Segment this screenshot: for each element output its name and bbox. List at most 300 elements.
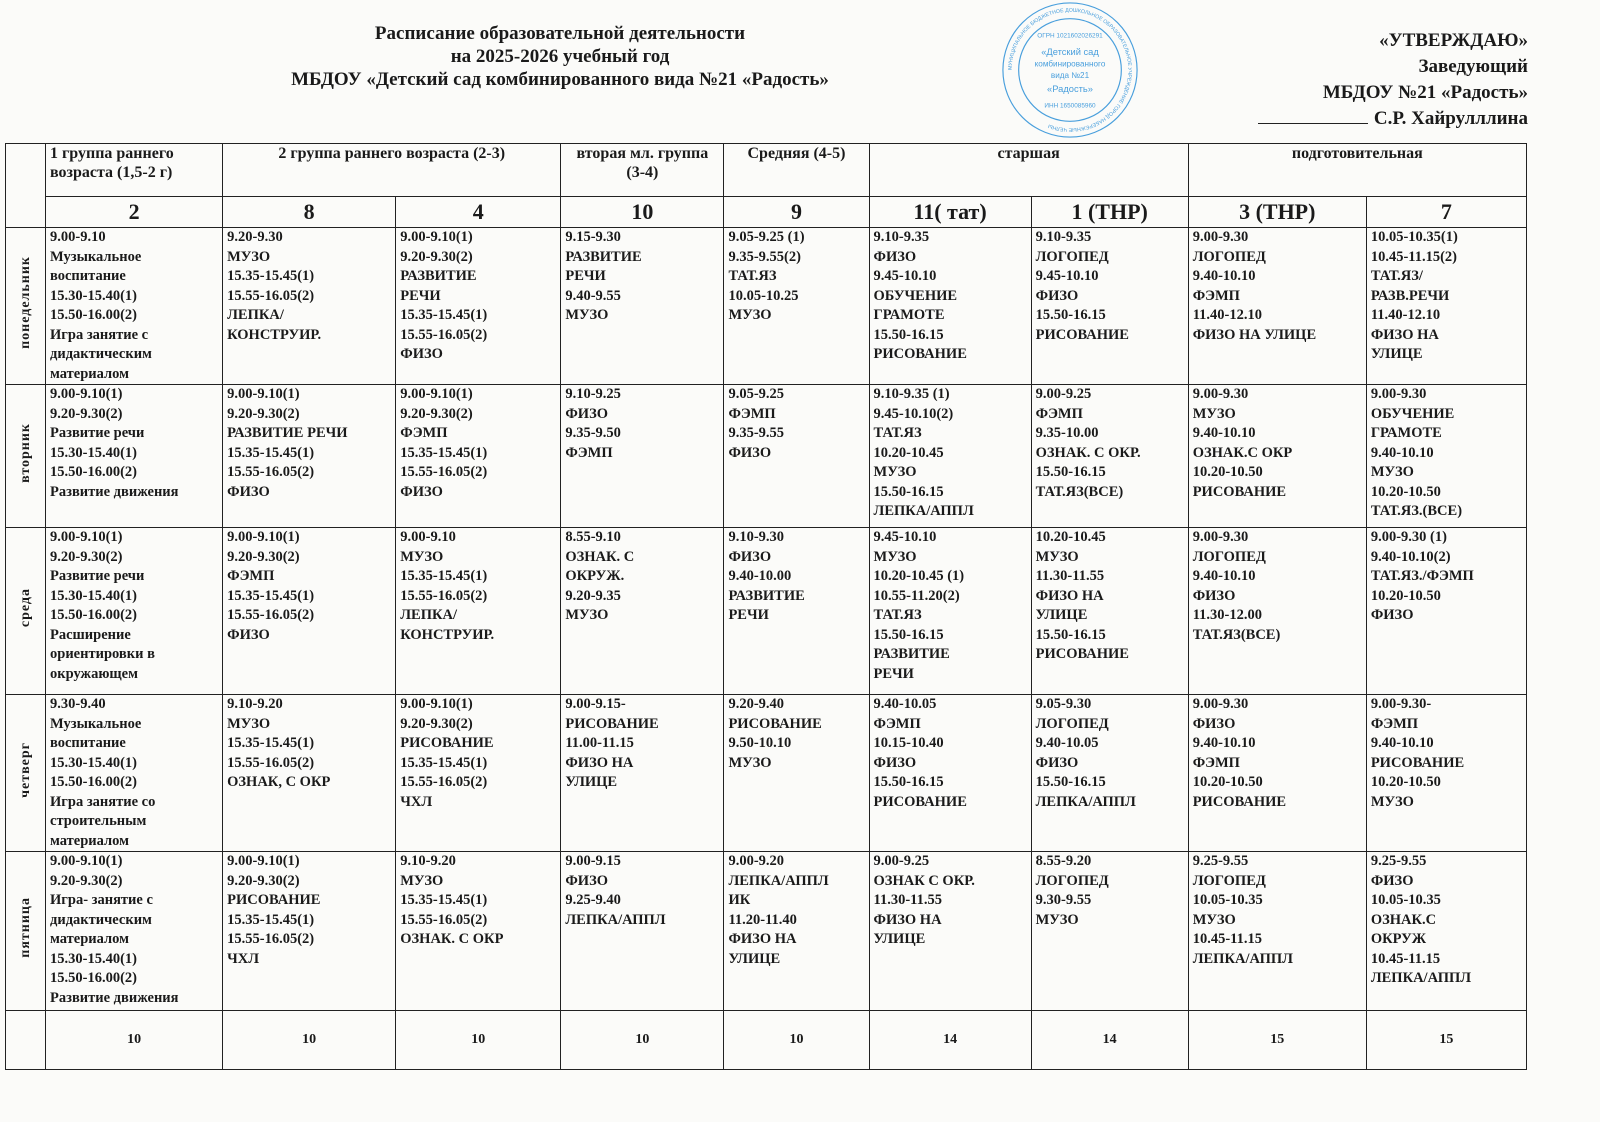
cell-line: 9.00-9.10(1) xyxy=(227,853,300,869)
group-header xyxy=(724,144,869,197)
cell-line: 10.20-10.45 xyxy=(1035,529,1106,545)
totals-row xyxy=(6,1011,1527,1070)
cell-line: ФИЗО НА УЛИЦЕ xyxy=(1192,326,1317,343)
title-line: на 2025-2026 учебный год xyxy=(450,46,670,67)
cell-line: 10.20-10.50 xyxy=(1192,464,1263,480)
cell-line: РАЗВИТИЕ xyxy=(565,248,642,265)
cell-line: МУЗО xyxy=(400,548,444,565)
cell-line: 15.55-16.05(2) xyxy=(227,287,315,304)
schedule-cell xyxy=(1366,385,1526,528)
day-row xyxy=(6,385,1527,528)
cell-line: 10.05-10.35(1) xyxy=(1370,229,1458,245)
cell-line: МУЗО xyxy=(227,715,271,732)
cell-line: 9.00-9.30 xyxy=(1192,386,1249,402)
cell-line: ОЗНАК, С ОКР xyxy=(227,774,331,790)
schedule-cell xyxy=(396,385,561,528)
group-number: 11( тат) xyxy=(869,197,1031,228)
total-cell: 10 xyxy=(561,1011,724,1070)
cell-line: ФИЗО xyxy=(400,346,443,362)
cell-line: Игра- занятие с xyxy=(50,892,153,908)
cell-line: МУЗО xyxy=(1035,548,1079,565)
schedule-cell xyxy=(724,528,869,695)
cell-line: РЕЧИ xyxy=(873,665,914,682)
cell-line: 15.50-16.00(2) xyxy=(50,464,138,480)
cell-line: 15.50-16.00(2) xyxy=(50,970,138,986)
cell-line: ФЭМП xyxy=(400,425,448,441)
group-number: 3 (ТНР) xyxy=(1188,197,1366,228)
cell-line: 8.55-9.10 xyxy=(565,529,621,545)
cell-line: ФИЗО xyxy=(1370,872,1414,889)
cell-line: 15.55-16.05(2) xyxy=(227,931,315,947)
cell-line: 9.20-9.30(2) xyxy=(227,872,300,889)
group-number: 8 xyxy=(223,197,396,228)
schedule-cell xyxy=(869,228,1031,385)
cell-line: ТАТ.ЯЗ(ВСЕ) xyxy=(1035,483,1124,500)
cell-line: ФИЗО xyxy=(1370,607,1414,623)
schedule-cell xyxy=(46,852,223,1011)
total-cell: 15 xyxy=(1188,1011,1366,1070)
cell-line: УЛИЦЕ xyxy=(1370,346,1423,362)
cell-line: 9.35-9.55(2) xyxy=(728,248,801,265)
approve-position: Заведующий xyxy=(1418,56,1528,77)
day-label-cell xyxy=(6,385,46,528)
cell-line: 15.30-15.40(1) xyxy=(50,287,138,304)
cell-line: РИСОВАНИЕ xyxy=(1192,793,1287,810)
cell-line: 15.50-16.00(2) xyxy=(50,607,138,623)
cell-line: 9.00-9.10(1) xyxy=(227,529,300,545)
cell-line: 9.20-9.30(2) xyxy=(50,405,123,422)
total-cell: 15 xyxy=(1366,1011,1526,1070)
group-number: 9 xyxy=(724,197,869,228)
cell-line: РИСОВАНИЕ xyxy=(1035,326,1129,343)
cell-line: МУЗО xyxy=(1035,911,1079,928)
group-number: 4 xyxy=(396,197,561,228)
cell-line: 9.20-9.30(2) xyxy=(400,248,473,265)
cell-line: 9.10-9.35 xyxy=(873,229,930,245)
cell-line: РЕЧИ xyxy=(400,287,441,304)
cell-line: 15.30-15.40(1) xyxy=(50,950,138,967)
cell-line: 10.45-11.15 xyxy=(1192,931,1262,947)
cell-line: 9.00-9.20 xyxy=(728,853,785,869)
day-label: среда xyxy=(17,588,33,628)
cell-line: 9.40-10.00 xyxy=(728,568,792,584)
cell-line: 9.20-9.40 xyxy=(728,696,785,712)
cell-line: ОЗНАК. С ОКР xyxy=(400,931,504,947)
cell-line: 9.40-10.10 xyxy=(1370,735,1434,751)
cell-line: Игра занятие с xyxy=(50,326,149,343)
cell-line: РИСОВАНИЕ xyxy=(400,735,494,751)
cell-line: 15.55-16.05(2) xyxy=(227,607,315,623)
cell-line: 10.55-11.20(2) xyxy=(873,587,960,604)
cell-line: материалом xyxy=(50,365,130,382)
document-title xyxy=(230,22,890,91)
cell-line: 9.00-9.30 xyxy=(1192,696,1249,712)
cell-line: 15.50-16.15 xyxy=(873,483,944,500)
cell-line: 10.20-10.45 (1) xyxy=(873,568,965,584)
cell-line: 11.30-11.55 xyxy=(873,892,942,908)
schedule-cell xyxy=(223,695,396,852)
cell-line: МУЗО xyxy=(873,548,917,565)
cell-line: 15.35-15.45(1) xyxy=(227,911,315,928)
cell-line: МУЗО xyxy=(1192,911,1236,928)
cell-line: 10.20-10.50 xyxy=(1192,774,1263,790)
approve-heading: «УТВЕРЖДАЮ» xyxy=(1379,30,1528,51)
cell-line: МУЗО xyxy=(565,607,609,623)
cell-line: ИК xyxy=(728,892,751,908)
cell-line: 15.35-15.45(1) xyxy=(400,892,488,908)
cell-line: дидактическим xyxy=(50,346,152,362)
cell-line: 9.20-9.30(2) xyxy=(400,715,473,732)
schedule-cell xyxy=(561,852,724,1011)
cell-line: 15.35-15.45(1) xyxy=(400,568,488,584)
cell-line: РИСОВАНИЕ xyxy=(873,346,967,362)
cell-line: 9.00-9.10(1) xyxy=(50,853,123,869)
cell-line: 9.20-9.30 xyxy=(227,229,283,245)
cell-line: 9.00-9.10(1) xyxy=(400,696,473,712)
cell-line: 9.00-9.10 xyxy=(400,529,456,545)
cell-line: 11.40-12.10 xyxy=(1192,307,1262,323)
cell-line: УЛИЦЕ xyxy=(728,950,781,967)
cell-line: 9.00-9.30 xyxy=(1370,386,1427,402)
cell-line: ФЭМП xyxy=(1370,715,1419,732)
approval-block xyxy=(1258,28,1528,132)
cell-line: ОЗНАК С ОКР. xyxy=(873,872,975,889)
cell-line: 9.20-9.30(2) xyxy=(227,548,300,565)
schedule-cell xyxy=(1366,695,1526,852)
cell-line: 15.50-16.00(2) xyxy=(50,774,138,790)
cell-line: 15.50-16.00(2) xyxy=(50,307,138,323)
cell-line: 15.55-16.05(2) xyxy=(400,911,488,928)
schedule-cell xyxy=(561,528,724,695)
schedule-cell xyxy=(1188,385,1366,528)
cell-line: ФИЗО xyxy=(227,626,270,643)
cell-line: УЛИЦЕ xyxy=(1035,607,1088,623)
group-label: подготовительная xyxy=(1291,145,1423,162)
cell-line: ТАТ.ЯЗ xyxy=(873,425,922,441)
cell-line: 10.05-10.25 xyxy=(728,287,799,304)
cell-line: Расширение xyxy=(50,626,131,643)
cell-line: МУЗО xyxy=(728,754,772,771)
cell-line: Музыкальное xyxy=(50,715,142,732)
cell-line: 9.40-10.05 xyxy=(1035,735,1099,751)
cell-line: 9.05-9.25 xyxy=(728,386,785,402)
cell-line: 15.50-16.15 xyxy=(873,626,944,643)
cell-line: ФИЗО xyxy=(1035,287,1079,304)
cell-line: 9.05-9.25 (1) xyxy=(728,229,805,245)
schedule-cell xyxy=(223,228,396,385)
cell-line: ориентировки в xyxy=(50,646,155,662)
cell-line: 15.55-16.05(2) xyxy=(400,326,488,343)
schedule-cell xyxy=(561,228,724,385)
cell-line: 10.20-10.50 xyxy=(1370,774,1441,790)
cell-line: ЧХЛ xyxy=(227,950,260,967)
group-label: старшая xyxy=(997,145,1060,162)
cell-line: РАЗВИТИЕ xyxy=(400,268,477,284)
schedule-cell xyxy=(1366,528,1526,695)
cell-line: ФИЗО НА xyxy=(1035,587,1104,604)
cell-line: 15.35-15.45(1) xyxy=(227,587,315,604)
cell-line: 9.40-10.10 xyxy=(1192,568,1256,584)
day-label-cell xyxy=(6,528,46,695)
cell-line: Музыкальное xyxy=(50,248,142,265)
cell-line: 15.55-16.05(2) xyxy=(400,587,488,604)
cell-line: 9.25-9.40 xyxy=(565,892,621,908)
group-label: 1 группа раннего возраста (1,5-2 г) xyxy=(50,145,174,181)
schedule-cell xyxy=(223,385,396,528)
cell-line: 9.00-9.30 (1) xyxy=(1370,529,1447,545)
cell-line: ЛОГОПЕД xyxy=(1192,872,1266,889)
cell-line: Развитие речи xyxy=(50,425,145,441)
cell-line: МУЗО xyxy=(1370,793,1414,810)
schedule-cell xyxy=(223,528,396,695)
cell-line: ЛЕПКА/АППЛ xyxy=(873,503,974,519)
schedule-cell xyxy=(396,228,561,385)
cell-line: материалом xyxy=(50,832,130,849)
schedule-table xyxy=(5,143,1527,1070)
cell-line: 15.55-16.05(2) xyxy=(227,754,315,771)
cell-line: 9.20-9.30(2) xyxy=(50,548,123,565)
schedule-cell xyxy=(1188,228,1366,385)
schedule-cell xyxy=(561,385,724,528)
cell-line: 15.50-16.15 xyxy=(1035,626,1106,643)
cell-line: 9.35-9.50 xyxy=(565,425,621,441)
schedule-cell xyxy=(1031,695,1188,852)
cell-line: МУЗО xyxy=(227,248,271,265)
cell-line: РИСОВАНИЕ xyxy=(1035,646,1129,662)
cell-line: ФЭМП xyxy=(1035,405,1083,422)
cell-line: 9.10-9.35 (1) xyxy=(873,386,950,402)
cell-line: ОБУЧЕНИЕ xyxy=(873,287,958,304)
cell-line: 9.20-9.30(2) xyxy=(227,405,300,422)
cell-line: 15.35-15.45(1) xyxy=(227,444,315,461)
cell-line: ФИЗО xyxy=(873,248,917,265)
day-row xyxy=(6,228,1527,385)
totals-label-cell xyxy=(6,1011,46,1070)
cell-line: 9.35-9.55 xyxy=(728,425,785,441)
total-cell: 10 xyxy=(396,1011,561,1070)
cell-line: ГРАМОТЕ xyxy=(1370,425,1442,441)
day-row xyxy=(6,852,1527,1011)
cell-line: ФЭМП xyxy=(728,405,776,422)
cell-line: 9.45-10.10 xyxy=(873,268,937,284)
cell-line: 15.35-15.45(1) xyxy=(400,444,488,461)
cell-line: 9.00-9.10(1) xyxy=(50,386,123,402)
cell-line: УЛИЦЕ xyxy=(565,774,618,790)
cell-line: 10.20-10.50 xyxy=(1370,483,1441,500)
cell-line: Развитие речи xyxy=(50,568,145,584)
cell-line: ФИЗО xyxy=(728,444,772,461)
group-label: 2 группа раннего возраста (2-3) xyxy=(278,145,506,162)
cell-line: ОКРУЖ xyxy=(1370,931,1427,947)
cell-line: РАЗВИТИЕ xyxy=(728,587,805,604)
total-cell: 14 xyxy=(1031,1011,1188,1070)
cell-line: МУЗО xyxy=(873,464,917,480)
day-label-cell xyxy=(6,695,46,852)
group-number: 7 xyxy=(1366,197,1526,228)
cell-line: ЛОГОПЕД xyxy=(1035,872,1109,889)
cell-line: ОБУЧЕНИЕ xyxy=(1370,405,1455,422)
cell-line: 15.35-15.45(1) xyxy=(400,754,488,771)
total-cell: 10 xyxy=(223,1011,396,1070)
cell-line: ФЭМП xyxy=(1192,287,1240,304)
cell-line: 9.00-9.10 xyxy=(50,229,106,245)
schedule-cell xyxy=(869,695,1031,852)
cell-line: 9.30-9.40 xyxy=(50,696,106,712)
cell-line: 11.30-11.55 xyxy=(1035,568,1105,584)
cell-line: ЛЕПКА/АППЛ xyxy=(728,872,829,889)
cell-line: МУЗО xyxy=(728,307,772,323)
title-line: МБДОУ «Детский сад комбинированного вида №21 «Радость» xyxy=(291,69,829,90)
cell-line: 9.00-9.25 xyxy=(1035,386,1092,402)
cell-line: 9.25-9.55 xyxy=(1192,853,1249,869)
group-label: Средняя (4-5) xyxy=(747,145,846,162)
schedule-cell xyxy=(1031,528,1188,695)
cell-line: ФЭМП xyxy=(1192,754,1240,771)
group-header xyxy=(561,144,724,197)
group-header xyxy=(869,144,1188,197)
cell-line: ТАТ.ЯЗ/ xyxy=(1370,268,1423,284)
cell-line: 10.20-10.50 xyxy=(1370,587,1441,604)
cell-line: 9.10-9.25 xyxy=(565,386,621,402)
cell-line: 9.45-10.10 xyxy=(873,529,937,545)
cell-line: 9.10-9.30 xyxy=(728,529,785,545)
cell-line: 9.20-9.30(2) xyxy=(400,405,473,422)
day-label: пятница xyxy=(17,897,33,959)
cell-line: 9.35-10.00 xyxy=(1035,425,1099,441)
cell-line: 15.50-16.15 xyxy=(1035,307,1106,323)
schedule-cell xyxy=(396,528,561,695)
group-header-row xyxy=(6,144,1527,197)
cell-line: 9.00-9.30 xyxy=(1192,529,1249,545)
cell-line: ОЗНАК.С ОКР xyxy=(1192,444,1293,461)
approver-name: С.Р. Хайрулллина xyxy=(1373,108,1528,129)
cell-line: ЛОГОПЕД xyxy=(1192,248,1266,265)
schedule-cell xyxy=(1188,695,1366,852)
day-row xyxy=(6,528,1527,695)
cell-line: 15.35-15.45(1) xyxy=(227,268,315,284)
cell-line: 9.15-9.30 xyxy=(565,229,621,245)
day-label: вторник xyxy=(17,422,33,483)
schedule-cell xyxy=(46,695,223,852)
cell-line: ЛЕПКА/АППЛ xyxy=(1035,793,1136,810)
cell-line: ФИЗО xyxy=(728,548,772,565)
cell-line: 11.30-12.00 xyxy=(1192,607,1262,623)
cell-line: РАЗВИТИЕ РЕЧИ xyxy=(227,425,348,441)
cell-line: 9.05-9.30 xyxy=(1035,696,1092,712)
schedule-cell xyxy=(724,852,869,1011)
cell-line: 8.55-9.20 xyxy=(1035,853,1092,869)
cell-line: РИСОВАНИЕ xyxy=(565,715,659,732)
total-cell: 14 xyxy=(869,1011,1031,1070)
cell-line: ФЭМП xyxy=(873,715,921,732)
schedule-cell xyxy=(46,528,223,695)
cell-line: ЛОГОПЕД xyxy=(1192,548,1266,565)
cell-line: ЛЕПКА/ xyxy=(227,307,284,323)
group-header xyxy=(1188,144,1526,197)
cell-line: ФЭМП xyxy=(227,568,275,584)
cell-line: ЛОГОПЕД xyxy=(1035,715,1109,732)
cell-line: 9.00-9.10(1) xyxy=(50,529,123,545)
group-label: вторая мл. группа (3-4) xyxy=(576,145,709,181)
cell-line: ТАТ.ЯЗ(ВСЕ) xyxy=(1192,626,1281,643)
cell-line: ФИЗО xyxy=(1035,754,1079,771)
schedule-cell xyxy=(869,528,1031,695)
cell-line: РИСОВАНИЕ xyxy=(1370,754,1465,771)
schedule-cell xyxy=(869,852,1031,1011)
cell-line: 9.40-10.05 xyxy=(873,696,937,712)
cell-line: строительным xyxy=(50,813,147,829)
svg-text:«Детский сад: «Детский сад xyxy=(1041,46,1099,57)
svg-text:ИНН 1650085960: ИНН 1650085960 xyxy=(1044,102,1096,110)
cell-line: воспитание xyxy=(50,268,126,284)
group-number-row xyxy=(6,197,1527,228)
svg-text:вида №21: вида №21 xyxy=(1050,71,1090,81)
official-stamp-icon xyxy=(1000,0,1140,140)
cell-line: ЛЕПКА/ xyxy=(400,607,458,623)
cell-line: 9.40-10.10 xyxy=(1192,268,1256,284)
cell-line: 15.50-16.15 xyxy=(1035,774,1106,790)
cell-line: 9.40-10.10(2) xyxy=(1370,548,1451,565)
cell-line: ТАТ.ЯЗ.(ВСЕ) xyxy=(1370,503,1463,519)
cell-line: 10.45-11.15(2) xyxy=(1370,248,1457,265)
day-label: понедельник xyxy=(17,256,33,350)
cell-line: РИСОВАНИЕ xyxy=(227,892,321,908)
cell-line: 15.50-16.15 xyxy=(1035,464,1106,480)
cell-line: ТАТ.ЯЗ xyxy=(728,268,777,284)
svg-text:комбинированного: комбинированного xyxy=(1034,59,1106,69)
total-cell: 10 xyxy=(724,1011,869,1070)
cell-line: ЛОГОПЕД xyxy=(1035,248,1109,265)
cell-line: ФИЗО xyxy=(565,405,609,422)
corner-cell xyxy=(6,144,46,228)
cell-line: 9.10-9.35 xyxy=(1035,229,1092,245)
schedule-cell xyxy=(1031,852,1188,1011)
cell-line: 9.40-10.10 xyxy=(1192,425,1256,441)
title-line: Расписание образовательной деятельности xyxy=(374,23,746,44)
day-label-cell xyxy=(6,852,46,1011)
cell-line: Развитие движения xyxy=(50,989,179,1006)
cell-line: 10.05-10.35 xyxy=(1192,892,1263,908)
cell-line: 9.00-9.30 xyxy=(1192,229,1249,245)
cell-line: РАЗВИТИЕ xyxy=(873,646,950,662)
cell-line: 15.55-16.05(2) xyxy=(400,464,488,480)
cell-line: окружающем xyxy=(50,665,138,682)
cell-line: 15.50-16.15 xyxy=(873,774,944,790)
cell-line: 9.45-10.10 xyxy=(1035,268,1099,284)
schedule-cell xyxy=(1188,528,1366,695)
cell-line: ФИЗО НА xyxy=(728,931,797,947)
day-label: четверг xyxy=(17,741,33,798)
schedule-cell xyxy=(724,695,869,852)
cell-line: РАЗВ.РЕЧИ xyxy=(1370,287,1450,304)
cell-line: ТАТ.ЯЗ./ФЭМП xyxy=(1370,568,1474,584)
signature-line xyxy=(1258,123,1368,124)
svg-text:ОГРН 1021602026291: ОГРН 1021602026291 xyxy=(1037,32,1103,40)
approve-organization: МБДОУ №21 «Радость» xyxy=(1322,82,1528,103)
cell-line: РЕЧИ xyxy=(565,268,606,284)
cell-line: 15.30-15.40(1) xyxy=(50,754,138,771)
group-number: 10 xyxy=(561,197,724,228)
cell-line: 9.45-10.10(2) xyxy=(873,405,954,422)
cell-line: МУЗО xyxy=(1370,464,1414,480)
schedule-cell xyxy=(561,695,724,852)
cell-line: 15.50-16.15 xyxy=(873,326,944,343)
cell-line: 9.00-9.15 xyxy=(565,853,621,869)
cell-line: 11.20-11.40 xyxy=(728,911,797,928)
schedule-cell xyxy=(1031,385,1188,528)
schedule-cell xyxy=(1031,228,1188,385)
cell-line: ФИЗО xyxy=(1192,587,1236,604)
